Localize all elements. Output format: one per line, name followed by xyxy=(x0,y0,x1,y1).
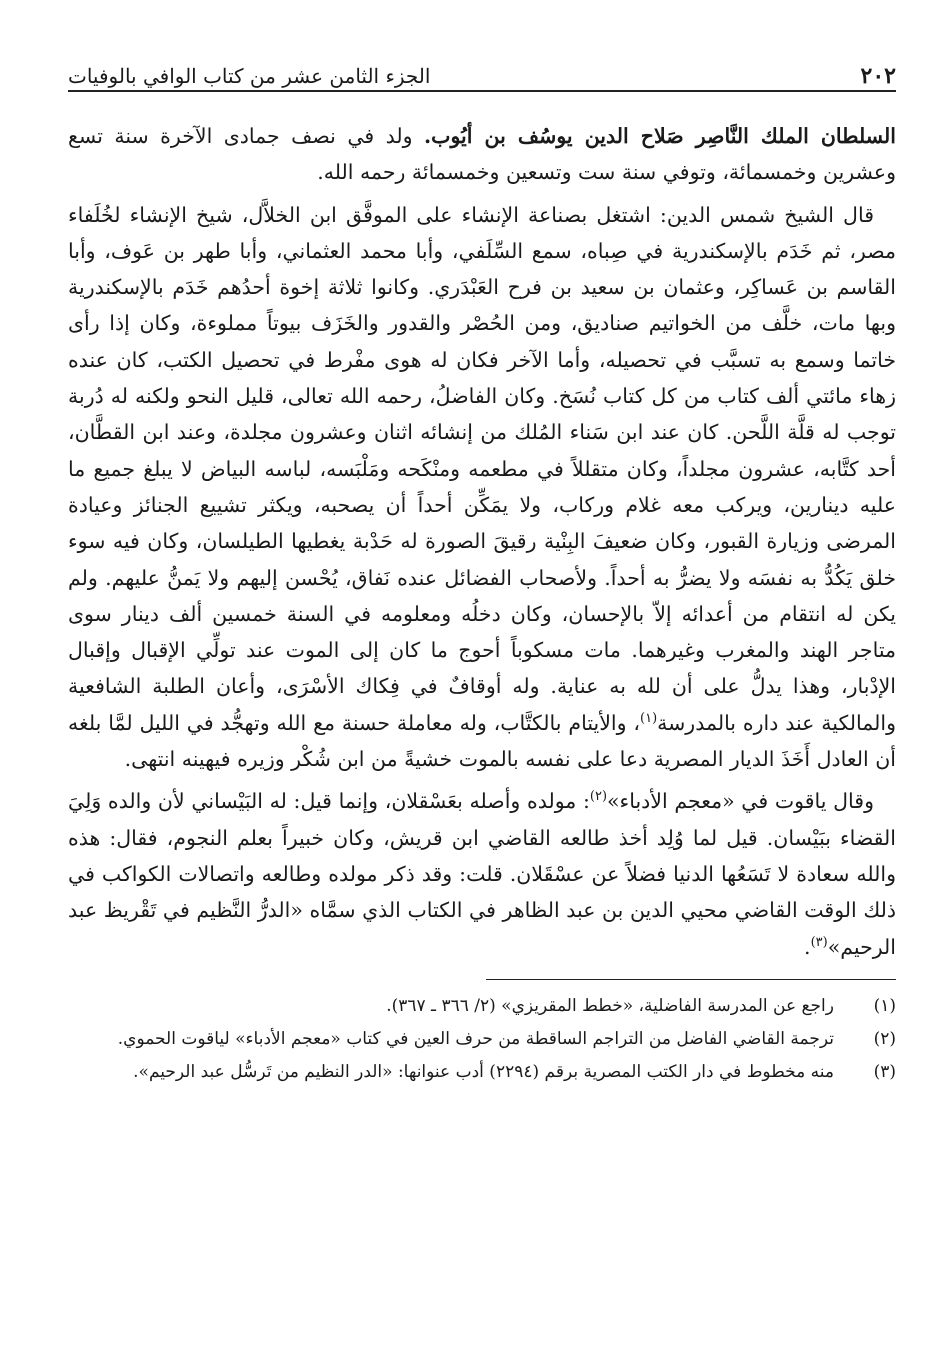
footnote-separator xyxy=(486,979,896,980)
running-title: الجزء الثامن عشر من كتاب الوافي بالوفيات xyxy=(68,64,431,88)
footnote-text: ترجمة القاضي الفاضل من التراجم الساقطة من حرف العين في كتاب «معجم الأدباء» لياقوت الحموي. xyxy=(117,1028,834,1049)
paragraph-3 xyxy=(68,783,896,964)
footnote-ref-3: (٣) xyxy=(810,934,828,950)
footnote-number: (١) xyxy=(873,995,896,1016)
paragraph-1-text: ولد في نصف جمادى الآخرة سنة تسع وعشرين وخمسمائة، وتوفي سنة ست وتسعين وخمسمائة رحمه الله. xyxy=(68,124,896,185)
footnote-1 xyxy=(68,992,896,1021)
footnotes xyxy=(68,992,896,1087)
paragraph-3-text-a: وقال ياقوت في «معجم الأدباء» xyxy=(607,789,874,814)
main-text xyxy=(68,118,896,965)
paragraph-2-text-b: ، والأيتام بالكتَّاب، وله معاملة حسنة مع الله وتهجُّد في الليل لمَّا بلغه أن العادل أَخَذَ الديار المصرية دعا على نفسه بالموت خشيةً من ابن شُكْر وزيره فيهينه انتهى. xyxy=(68,710,896,772)
footnote-ref-1: (١) xyxy=(640,710,658,726)
paragraph-2-text-a: قال الشيخ شمس الدين: اشتغل بصناعة الإنشاء على الموفَّق ابن الخلاَّل، شيخ الإنشاء لخُلَفاء مصر، ثم خَدَم بالإسكندرية في صِباه، سمع السِّلَفي، وأبا محمد العثماني، وأبا طهر بن عَوف، وأبا القاسم بن عَساكِر، وعثمان بن سعيد بن فرح العَبْدَري. وكانوا ثلاثة إخوة أحدُهم خَدَم بالإسكندرية وبها مات، خلَّف من الخواتيم صناديق، ومن الحُصْر والقدور والخَزَف بيوتاً مملوءة، وكان إذا رأى خاتما وسمع به تسبَّب في تحصيله، وأما الآخر فكان له هوى مفْرط في تحصيل الكتب، كان عنده زهاء مائتي ألف كتاب من كل كتاب نُسَخ. وكان الفاضلُ، رحمه الله تعالى، قليل النحو ولكنه له دُربة توجب له قلَّة اللَّحن. كان عند ابن سَناء المُلك من إنشائه اثنان وعشرون مجلدة، وعند ابن القطَّان، أحد كتَّابه، عشرون مجلداً، وكان متقللاً في مطعمه ومنْكَحه ومَلْبَسه، لباسه البياض لا يبلغ جميع ما عليه دينارين، ويركب معه غلام وركاب، ولا يمَكِّن أحداً أن يصحبه، ويكثر تشييع الجنائز وعيادة المرضى وزيارة القبور، وكان ضعيفَ البِنْية رقيقَ الصورة له حَدْبة يغطيها الطيلسان، وكان فيه سوء خلق يَكُدُّ به نفسَه ولا يضرُّ به أحداً. ولأصحاب الفضائل عنده نَفاق، يُحْسن إليهم ولا يَمنُّ عليهم. ولم يكن له انتقام من أعدائه إلاّ بالإحسان، وكان دخلُه ومعلومه في السنة خمسين ألف دينار سوى متاجر الهند والمغرب وغيرهما. مات مسكوباً أحوج ما كان إلى الموت عند تولِّي الإقبال وإقبال الإدْبار، وهذا يدلُّ على أن لله به عناية. وله أوقافٌ في فِكاك الأسْرَى، وأعان الطلبة الشافعية والمالكية عند داره بالمدرسة xyxy=(68,202,896,735)
footnote-2 xyxy=(68,1025,896,1054)
footnote-number: (٣) xyxy=(873,1061,896,1082)
paragraph-2 xyxy=(68,197,896,778)
footnote-number: (٢) xyxy=(873,1028,896,1049)
book-page xyxy=(68,58,896,1091)
footnote-text: منه مخطوط في دار الكتب المصرية برقم (٢٢٩٤) أدب عنوانها: «الدر النظيم من تَرسُّل عبد الرحيم». xyxy=(133,1061,834,1082)
page-number: ٢٠٢ xyxy=(860,63,896,89)
paragraph-3-text-c: . xyxy=(804,934,811,959)
paragraph-3-text-b: : مولده وأصله بعَسْقلان، وإنما قيل: له البَيْساني لأن والده وَلِيَ القضاء ببَيْسان. قيل لما وُلِد أخذ طالعه القاضي ابن قريش، وكان خبيراً بعلم النجوم، فقال: هذه والله سعادة لا تَسَعُها الدنيا فضلاً عن عسْقَلان. قلت: وقد ذكر مولده وطالعه واتصالات الكواكب في ذلك الوقت القاضي محيي الدين بن عبد الظاهر في الكتاب الذي سمَّاه «الدرُّ النَّظيم في تَقْريظ عبد الرحيم» xyxy=(68,789,896,959)
footnote-ref-2: (٢) xyxy=(589,789,608,805)
footnote-text: راجع عن المدرسة الفاضلية، «خطط المقريزي» (٢/ ٣٦٦ ـ ٣٦٧). xyxy=(386,995,834,1016)
running-header xyxy=(68,58,896,92)
footnote-3 xyxy=(68,1058,896,1087)
paragraph-1 xyxy=(68,118,896,191)
biography-subject-name: السلطان الملك النَّاصِر صَلاح الدين يوسُف بن أيُوب. xyxy=(424,124,896,148)
